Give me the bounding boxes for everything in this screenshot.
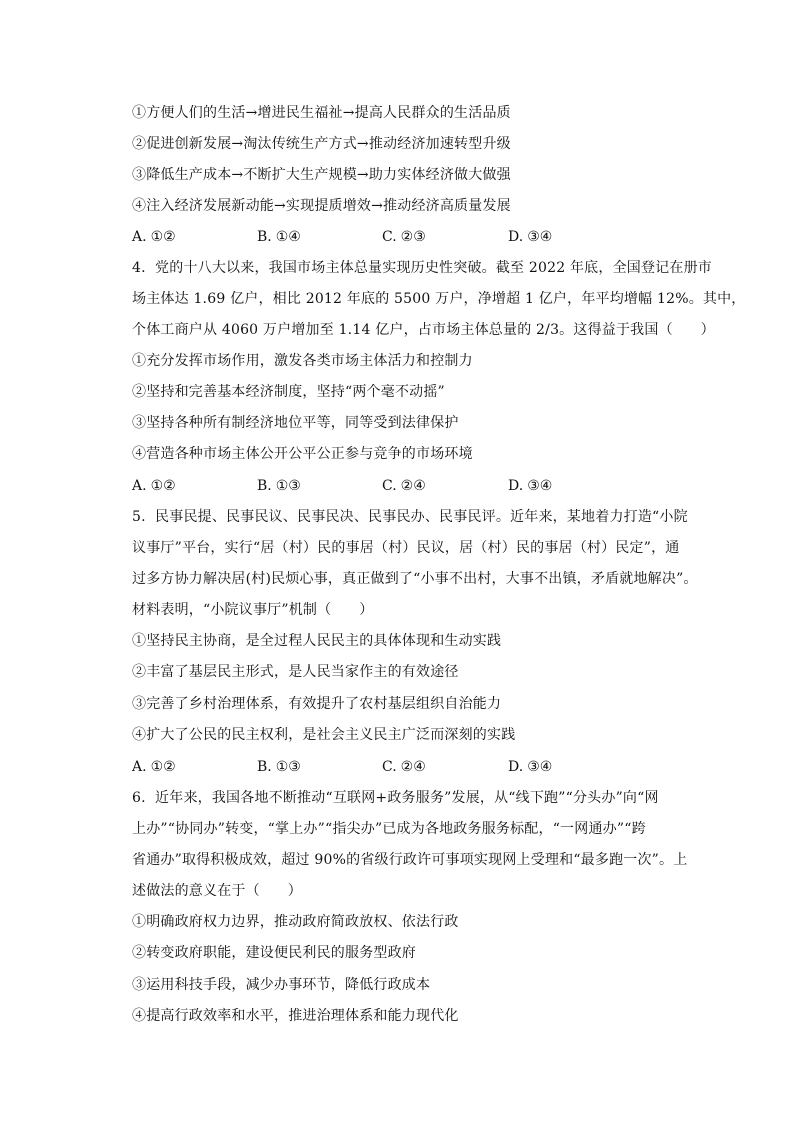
q5-option-3: ③完善了乡村治理体系，有效提升了农村基层组织自治能力 xyxy=(132,696,502,712)
q3-choice-d: D. ③④ xyxy=(508,229,553,245)
q5-choice-a: A. ①② xyxy=(132,759,176,775)
q5-stem-line-3: 过多方协力解决居(村)民烦心事，真正做到了“小事不出村，大事不出镇，矛盾就地解决”。 xyxy=(132,571,698,587)
q6-option-1: ①明确政府权力边界，推动政府简政放权、依法行政 xyxy=(132,914,459,930)
q4-answer-choices xyxy=(132,476,652,496)
q4-choice-d: D. ③④ xyxy=(508,478,553,494)
q4-stem-line-1: 4. 党的十八大以来，我国市场主体总量实现历史性突破。截至 2022 年底，全国登记在册市 xyxy=(132,260,712,276)
q4-option-2: ②坚持和完善基本经济制度，坚持“两个毫不动摇” xyxy=(132,384,445,400)
q6-option-2: ②转变政府职能，建设便民利民的服务型政府 xyxy=(132,945,416,961)
q6-stem-line-2: 上办”“协同办”转变，“掌上办”“指尖办”已成为各地政务服务标配，“一网通办”“跨 xyxy=(132,821,646,837)
q5-stem-line-1: 5. 民事民提、民事民议、民事民决、民事民办、民事民评。近年来，某地着力打造“小院 xyxy=(132,509,688,525)
q5-choice-d: D. ③④ xyxy=(508,759,553,775)
q6-stem-line-3: 省通办”取得积极成效，超过 90%的省级行政许可事项实现网上受理和“最多跑一次”。上 xyxy=(132,852,688,868)
q4-choice-b: B. ①③ xyxy=(257,478,301,494)
q5-choice-c: C. ②④ xyxy=(382,759,426,775)
q4-choice-c: C. ②④ xyxy=(382,478,426,494)
q3-answer-choices xyxy=(132,227,652,247)
q5-answer-choices xyxy=(132,757,652,777)
q5-stem-line-4: 材料表明，“小院议事厅”机制（ ） xyxy=(132,602,374,618)
q4-stem-line-3: 个体工商户从 4060 万户增加至 1.14 亿户，占市场主体总量的 2/3。这得益于我国（ ） xyxy=(132,322,715,338)
q5-choice-b: B. ①③ xyxy=(257,759,301,775)
q3-option-3: ③降低生产成本→不断扩大生产规模→助力实体经济做大做强 xyxy=(132,167,511,183)
q3-option-1: ①方便人们的生活→增进民生福祉→提高人民群众的生活品质 xyxy=(132,105,511,121)
q5-option-1: ①坚持民主协商，是全过程人民民主的具体体现和生动实践 xyxy=(132,633,502,649)
q6-option-4: ④提高行政效率和水平，推进治理体系和能力现代化 xyxy=(132,1008,459,1024)
q3-option-4: ④注入经济发展新动能→实现提质增效→推动经济高质量发展 xyxy=(132,198,511,214)
q6-stem-line-4: 述做法的意义在于（ ） xyxy=(132,883,302,899)
q6-stem-line-1: 6. 近年来，我国各地不断推动“互联网+政务服务”发展，从“线下跑”“分头办”向“网 xyxy=(132,790,659,806)
q3-option-2: ②促进创新发展→淘汰传统生产方式→推动经济加速转型升级 xyxy=(132,136,511,152)
q3-choice-c: C. ②③ xyxy=(382,229,426,245)
q4-choice-a: A. ①② xyxy=(132,478,176,494)
q6-option-3: ③运用科技手段，减少办事环节，降低行政成本 xyxy=(132,977,431,993)
q5-option-4: ④扩大了公民的民主权利，是社会主义民主广泛而深刻的实践 xyxy=(132,727,516,743)
q4-option-3: ③坚持各种所有制经济地位平等，同等受到法律保护 xyxy=(132,415,459,431)
q4-option-1: ①充分发挥市场作用，激发各类市场主体活力和控制力 xyxy=(132,353,473,369)
q3-choice-a: A. ①② xyxy=(132,229,176,245)
q3-choice-b: B. ①④ xyxy=(257,229,301,245)
q4-option-4: ④营造各种市场主体公开公平公正参与竞争的市场环境 xyxy=(132,446,473,462)
q5-option-2: ②丰富了基层民主形式，是人民当家作主的有效途径 xyxy=(132,664,459,680)
q5-stem-line-2: 议事厅”平台，实行“居（村）民的事居（村）民议，居（村）民的事居（村）民定”，通 xyxy=(132,540,680,556)
q4-stem-line-2: 场主体达 1.69 亿户，相比 2012 年底的 5500 万户，净增超 1 亿户，年平均增幅 12%。其中， xyxy=(132,291,746,307)
